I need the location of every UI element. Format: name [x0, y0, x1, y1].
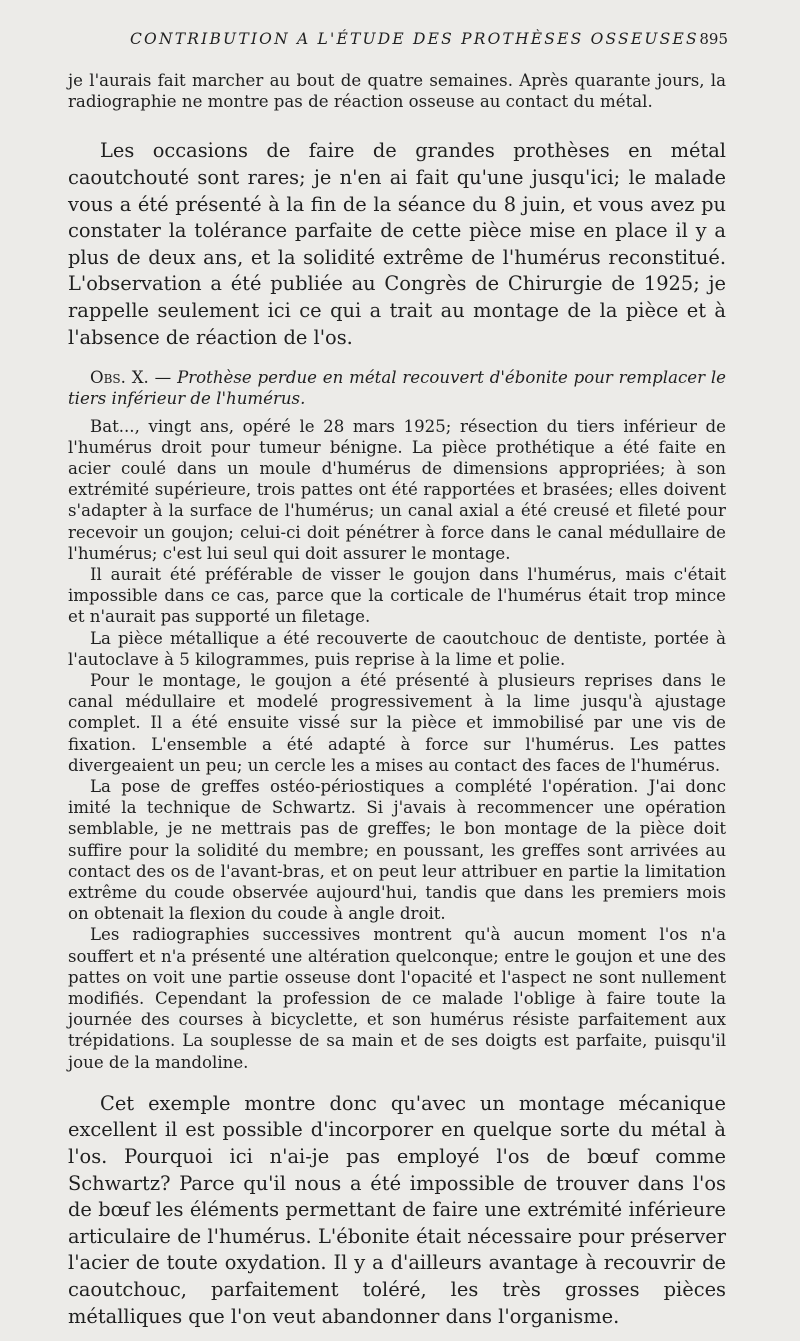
- occasions-block: [68, 138, 726, 351]
- observation-paragraph: Bat..., vingt ans, opéré le 28 mars 1925; résection du tiers inférieur de l'humérus droit pour tumeur bénigne. La pièce prothétique a été faite en acier coulé dans un moule d'humérus de dimensions appropriées; à son extrémité supérieure, trois pattes ont été rapportées et brasées; elles doivent s'adapter à la surface de l'humérus; un canal axial a été creusé et fileté pour recevoir un goujon; celui-ci doit pénétrer à force dans le canal médullaire de l'humérus; c'est lui seul qui doit assurer le montage.: [68, 416, 726, 563]
- observation-label: Obs. X.: [90, 368, 149, 388]
- observation-title: [68, 367, 726, 409]
- body-text: [68, 70, 726, 1330]
- continuation-paragraph: je l'aurais fait marcher au bout de quatre semaines. Après quarante jours, la radiographie ne montre pas de réaction osseuse au contact du métal.: [68, 71, 726, 112]
- observation-heading: Prothèse perdue en métal recouvert d'ébonite pour remplacer le tiers inférieur de l'humérus.: [68, 368, 726, 409]
- conclusion-paragraph: Cet exemple montre donc qu'avec un montage mécanique excellent il est possible d'incorporer en quelque sorte du métal à l'os. Pourquoi ici n'ai-je pas employé l'os de bœuf comme Schwartz? Parce qu'il nous a été impossible de trouver dans l'os de bœuf les éléments permettant de faire une extrémité inférieure articulaire de l'humérus. L'ébonite était nécessaire pour préserver l'acier de toute oxydation. Il y a d'ailleurs avantage à recouvrir de caoutchouc, parfaitement toléré, les très grosses pièces métalliques que l'on veut abandonner dans l'organisme.: [68, 1091, 726, 1328]
- observation-separator: —: [148, 368, 178, 388]
- observation-paragraph: La pose de greffes ostéo-périostiques a complété l'opération. J'ai donc imité la technique de Schwartz. Si j'avais à recommencer une opération semblable, je ne mettrais pas de greffes; le bon montage de la pièce doit suffire pour la solidité du membre; en poussant, les greffes sont arrivées au contact des os de l'avant-bras, et on peut leur attribuer en partie la limitation extrême du coude observée aujourd'hui, tandis que dans les premiers mois on obtenait la flexion du coude à angle droit.: [68, 777, 726, 924]
- page-number: 895: [699, 30, 728, 48]
- running-title: CONTRIBUTION A L'ÉTUDE DES PROTHÈSES OSSEUSES: [130, 30, 699, 48]
- conclusion-block: [68, 1091, 726, 1330]
- continuation-block: [68, 70, 726, 112]
- observation-paragraph: Pour le montage, le goujon a été présenté à plusieurs reprises dans le canal médullaire et modelé progressivement à la lime jusqu'à ajustage complet. Il a été ensuite vissé sur la pièce et immobilisé par une vis de fixation. L'ensemble a été adapté à force sur l'humérus. Les pattes divergeaient un peu; un cercle les a mises au contact des faces de l'humérus.: [68, 671, 726, 775]
- observation-paragraph: Il aurait été préférable de visser le goujon dans l'humérus, mais c'était impossible dans ce cas, parce que la corticale de l'humérus était trop mince et n'aurait pas supporté un filetage.: [68, 564, 726, 627]
- running-header: [68, 28, 728, 50]
- observation-paragraph: Les radiographies successives montrent qu'à aucun moment l'os n'a souffert et n'a présenté une altération quelconque; entre le goujon et une des pattes on voit une partie osseuse dont l'opacité et l'aspect ne sont nullement modifiés. Cependant la profession de ce malade l'oblige à faire toute la journée des courses à bicyclette, et son humérus résiste parfaitement aux trépidations. La souplesse de sa main et de ses doigts est parfaite, puisqu'il joue de la mandoline.: [68, 925, 726, 1072]
- observation-block: [68, 367, 726, 1073]
- observation-paragraph: La pièce métallique a été recouverte de caoutchouc de dentiste, portée à l'autoclave à 5 kilogrammes, puis reprise à la lime et polie.: [68, 628, 726, 669]
- occasions-paragraph: Les occasions de faire de grandes prothèses en métal caoutchouté sont rares; je n'en ai fait qu'une jusqu'ici; le malade vous a été présenté à la fin de la séance du 8 juin, et vous avez pu constater la tolérance parfaite de cette pièce mise en place il y a plus de deux ans, et la solidité extrême de l'humérus reconstitué. L'observation a été publiée au Congrès de Chirurgie de 1925; je rappelle seulement ici ce qui a trait au montage de la pièce et à l'absence de réaction de l'os.: [68, 139, 726, 349]
